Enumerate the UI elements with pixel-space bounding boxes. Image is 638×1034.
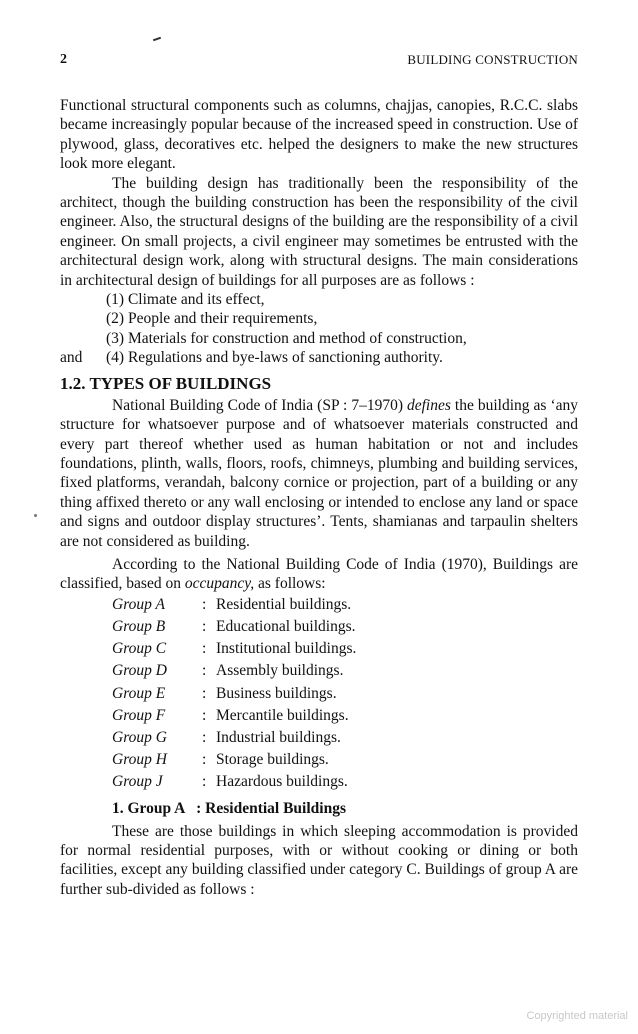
- group-name: Group C: [112, 640, 167, 658]
- paragraph-2: The building design has traditionally been the responsibility of the architect, though the building construction has been the responsibility of the civil engineer. Also, the structural designs of the building are the responsibility of a civil engineer. On small projects, a civil engineer may sometimes be entrusted with the architectural design work, along with structural designs. The main considerations in architectural design of buildings for all purposes are as follows :: [60, 174, 578, 289]
- page-number: 2: [60, 52, 67, 67]
- group-name: Group G: [112, 728, 167, 746]
- colon: :: [202, 728, 207, 746]
- group-desc: Storage buildings.: [216, 751, 329, 769]
- scan-speck: [34, 514, 37, 517]
- considerations-list: [60, 290, 578, 368]
- paragraph-4-start: According to the National Building Code of India (1970), Buildings are classified, based on: [60, 555, 578, 593]
- group-list: [60, 594, 578, 794]
- group-name: Group J: [112, 773, 163, 791]
- page-body: [60, 96, 578, 899]
- group-desc: Mercantile buildings.: [216, 706, 349, 724]
- group-name: Group F: [112, 706, 166, 724]
- group-name: Group D: [112, 662, 167, 680]
- group-row: [60, 749, 578, 771]
- running-head: BUILDING CONSTRUCTION: [407, 52, 578, 67]
- group-row: [60, 705, 578, 727]
- consideration-item: (2) People and their requirements,: [106, 310, 318, 328]
- group-name: Group H: [112, 751, 167, 769]
- group-name: Group E: [112, 684, 166, 702]
- paragraph-5: These are those buildings in which sleeping accommodation is provided for normal residential purposes, with or without cooking or dining or both facilities, except any building classified under category C. Buildings of group A are further sub-divided as follows :: [60, 822, 578, 898]
- group-name: Group B: [112, 617, 166, 635]
- group-row: [60, 771, 578, 793]
- colon: :: [202, 662, 207, 680]
- group-name: Group A: [112, 595, 165, 613]
- consideration-item: (1) Climate and its effect,: [106, 291, 265, 309]
- group-desc: Assembly buildings.: [216, 662, 344, 680]
- paragraph-3-emphasis: defines: [407, 396, 451, 414]
- section-heading: 1.2. TYPES OF BUILDINGS: [60, 373, 272, 393]
- sub-heading: 1. Group A : Residential Buildings: [112, 799, 346, 817]
- colon: :: [202, 640, 207, 658]
- colon: :: [202, 684, 207, 702]
- scan-mark: [153, 37, 161, 42]
- group-desc: Institutional buildings.: [216, 640, 357, 658]
- paragraph-3-start: National Building Code of India (SP : 7–1970): [112, 396, 407, 414]
- and-word: and: [60, 349, 83, 367]
- group-row: [60, 660, 578, 682]
- paragraph-3-rest: the building as ‘any structure for whatsoever purpose and of whatsoever materials constructed and every part thereof whether used as human habitation or not and includes foundations, plinth, walls, floors, roofs, chimneys, plumbing and building services, fixed platforms, verandah, balcony cornice or projection, part of a building or any thing affixed thereto or any wall enclosing or intended to enclose any land or space and signs and outdoor display structures’. Tents, shamianas and tarpaulin shelters are not considered as building.: [60, 396, 579, 550]
- group-row: [60, 727, 578, 749]
- group-desc: Business buildings.: [216, 684, 337, 702]
- group-row: [60, 616, 578, 638]
- colon: :: [202, 595, 207, 613]
- paragraph-4-rest: as follows:: [254, 575, 326, 593]
- colon: :: [202, 751, 207, 769]
- copyright-watermark: Copyrighted material: [526, 1010, 628, 1022]
- consideration-item-text: (4) Regulations and bye-laws of sanctioning authority.: [106, 349, 443, 367]
- group-desc: Hazardous buildings.: [216, 773, 348, 791]
- colon: :: [202, 773, 207, 791]
- group-desc: Residential buildings.: [216, 595, 352, 613]
- consideration-item: (3) Materials for construction and method of construction,: [106, 329, 467, 347]
- paragraph-3: [60, 396, 578, 551]
- group-desc: Industrial buildings.: [216, 728, 341, 746]
- consideration-item-last: [60, 348, 578, 367]
- group-row: [60, 594, 578, 616]
- paragraph-1: Functional structural components such as columns, chajjas, canopies, R.C.C. slabs became increasingly popular because of the increased speed in construction. Use of plywood, glass, decoratives etc. helped the designers to make the new structures look more elegant.: [60, 97, 578, 173]
- page-header: [60, 52, 578, 72]
- group-row: [60, 683, 578, 705]
- paragraph-4: [60, 555, 578, 594]
- group-row: [60, 638, 578, 660]
- colon: :: [202, 706, 207, 724]
- group-desc: Educational buildings.: [216, 617, 356, 635]
- colon: :: [202, 617, 207, 635]
- paragraph-4-emphasis: occupancy,: [184, 575, 255, 593]
